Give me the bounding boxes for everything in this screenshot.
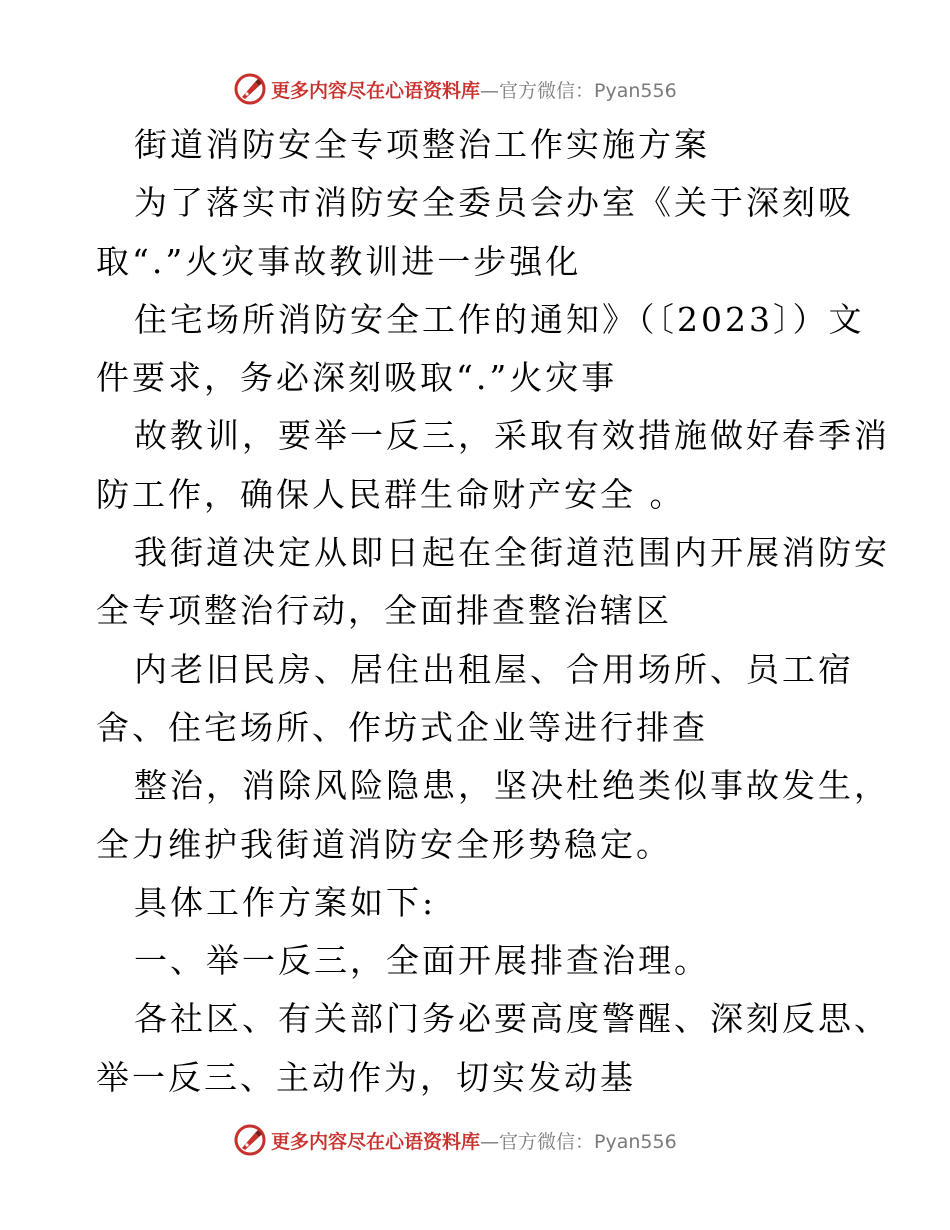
text-line: 住宅场所消防安全工作的通知》（〔2023〕）文	[134, 299, 865, 339]
watermark-main: 更多内容尽在心语资料库	[271, 79, 481, 102]
text-line: 为了落实市消防安全委员会办室《关于深刻吸	[134, 183, 854, 223]
watermark-main: 更多内容尽在心语资料库	[271, 1130, 481, 1153]
text-line: 我街道决定从即日起在全街道范围内开展消防安	[134, 533, 890, 573]
text-line: 各社区、有关部门务必要高度警醒、深刻反思、	[134, 999, 890, 1039]
text-line: 舍、住宅场所、作坊式企业等进行排查	[96, 707, 708, 747]
watermark-wechat-id: Pyan556	[594, 79, 677, 102]
watermark-dash: —	[480, 79, 500, 102]
pen-nib-logo-icon	[233, 72, 267, 106]
footer-watermark	[233, 1123, 677, 1157]
text-line: 件要求，务必深刻吸取“.”火灾事	[96, 358, 618, 398]
text-line: 内老旧民房、居住出租屋、合用场所、员工宿	[134, 649, 854, 689]
section-heading: 一、举一反三，全面开展排查治理。	[134, 941, 710, 981]
text-line: 全力维护我街道消防安全形势稳定。	[96, 824, 672, 864]
text-line: 防工作，确保人民群生命财产安全 。	[96, 474, 686, 514]
watermark-wechat-label: 官方微信：	[499, 1130, 595, 1153]
watermark-dash: —	[480, 1130, 500, 1153]
document-body	[96, 116, 890, 1107]
text-line: 故教训，要举一反三，采取有效措施做好春季消	[134, 416, 890, 456]
text-line: 整治，消除风险隐患，坚决杜绝类似事故发生，	[134, 766, 890, 806]
watermark-wechat-label: 官方微信：	[499, 79, 595, 102]
document-title: 街道消防安全专项整治工作实施方案	[134, 125, 710, 164]
text-line: 举一反三、主动作为，切实发动基	[96, 1057, 636, 1097]
watermark-wechat-id: Pyan556	[594, 1130, 677, 1153]
text-line: 具体工作方案如下:	[134, 882, 437, 922]
pen-nib-logo-icon	[233, 1123, 267, 1157]
watermark-text	[271, 1127, 677, 1154]
text-line: 取“.”火灾事故教训进一步强化	[96, 241, 582, 281]
header-watermark	[233, 72, 677, 106]
text-line: 全专项整治行动，全面排查整治辖区	[96, 591, 672, 631]
watermark-text	[271, 76, 677, 103]
